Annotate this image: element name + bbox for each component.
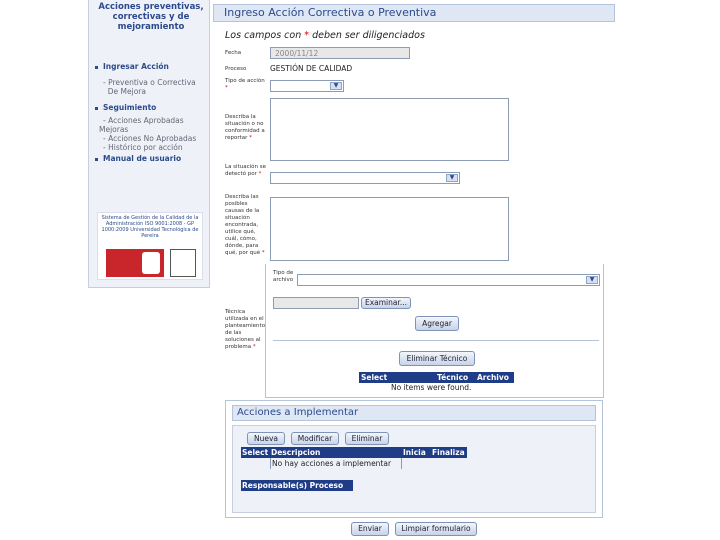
certification-text: Sistema de Gestión de la Calidad de la Administración ISO 9001:2008 - GP 1000:2009 Universidad Tecnológica de Pereira [101,215,199,239]
sidebar-item-de-mejora[interactable]: De Mejora [107,87,146,96]
proceso-label: Proceso [225,66,247,72]
bullet-icon [95,158,98,161]
eliminar-button[interactable]: Eliminar [345,432,389,445]
acciones-title: Acciones a Implementar [232,405,596,421]
chevron-down-icon: ▼ [330,82,342,90]
acciones-grid-empty: No hay acciones a implementar [272,459,392,468]
file-path-input[interactable] [273,297,359,309]
main-form [213,0,615,540]
sidebar-item-preventiva-correctiva[interactable]: - Preventiva o Correctiva [103,78,196,87]
required-note: Los campos con * deben ser diligenciados [225,30,425,41]
sidebar-item-acciones-no-aprobadas[interactable]: - Acciones No Aprobadas [103,134,197,143]
col-archivo: Archivo [477,373,509,382]
bullet-icon [95,66,98,69]
col-select: Select [361,373,388,382]
tipo-accion-select[interactable] [270,80,344,92]
col-finaliza: Finaliza [432,448,465,457]
tecnica-label: Técnica utilizada en el planteamiento de las soluciones al problema * [225,309,266,350]
col-tecnico: Técnico [437,373,469,382]
describa-situacion-label: Describa la situación o no conformidad a reportar * [225,114,265,141]
divider [273,340,599,341]
grid-divider [401,458,402,469]
sidebar-item-historico[interactable]: - Histórico por acción [103,143,183,152]
nueva-button[interactable]: Nueva [247,432,285,445]
col-select: Select [242,448,269,457]
certification-logo [97,212,203,280]
grid-divider [270,458,271,469]
sidebar-item-manual-usuario[interactable]: Manual de usuario [95,154,181,163]
fecha-field[interactable]: 2000/11/12 [270,47,410,59]
sidebar-item-ingresar-accion[interactable]: Ingresar Acción [95,62,169,71]
tipo-archivo-label: Tipo de archivo [273,270,294,283]
bullet-icon [95,107,98,110]
acciones-grid-header [241,447,467,458]
tecnico-grid-header [359,372,514,383]
enviar-button[interactable]: Enviar [351,522,389,536]
describa-situacion-textarea[interactable] [270,98,509,161]
sidebar [88,0,210,288]
col-descripcion: Descripcion [271,448,321,457]
chevron-down-icon: ▼ [586,276,598,284]
causas-textarea[interactable] [270,197,509,261]
chevron-down-icon: ▼ [446,174,458,182]
sidebar-item-seguimiento[interactable]: Seguimiento [95,103,156,112]
deteccion-select[interactable] [270,172,460,184]
sidebar-title: Acciones preventivas, correctivas y de mejoramiento [98,2,204,32]
modificar-button[interactable]: Modificar [291,432,339,445]
responsables-header [241,480,353,491]
acciones-inner [232,425,596,513]
sidebar-item-mejoras[interactable]: Mejoras [99,125,129,134]
proceso-value: GESTIÓN DE CALIDAD [270,64,353,73]
limpiar-formulario-button[interactable]: Limpiar formulario [395,522,477,536]
fecha-label: Fecha [225,50,242,56]
seal-icon [142,252,160,274]
form-title: Ingreso Acción Correctiva o Preventiva [213,4,615,22]
agregar-button[interactable]: Agregar [415,316,459,331]
deteccion-label: La situación se detectó por * [225,164,266,177]
tecnico-grid-empty: No items were found. [391,383,472,392]
examinar-button[interactable]: Examinar... [361,297,411,309]
acreditation-logo [170,249,196,277]
col-responsables: Responsable(s) Proceso [242,481,344,490]
eliminar-tecnico-button[interactable]: Eliminar Técnico [399,351,475,366]
tipo-archivo-select[interactable] [297,274,600,286]
tipo-accion-label: Tipo de acción * [225,78,265,91]
sidebar-item-acciones-aprobadas[interactable]: - Acciones Aprobadas [103,116,184,125]
icontec-logo [106,249,164,277]
col-inicia: Inicia [403,448,426,457]
causas-label: Describa las posibles causas de la situación encontrada, utilice qué, cuál, cómo, dónde, para qué, por qué * [225,194,265,256]
acciones-panel [225,400,603,518]
